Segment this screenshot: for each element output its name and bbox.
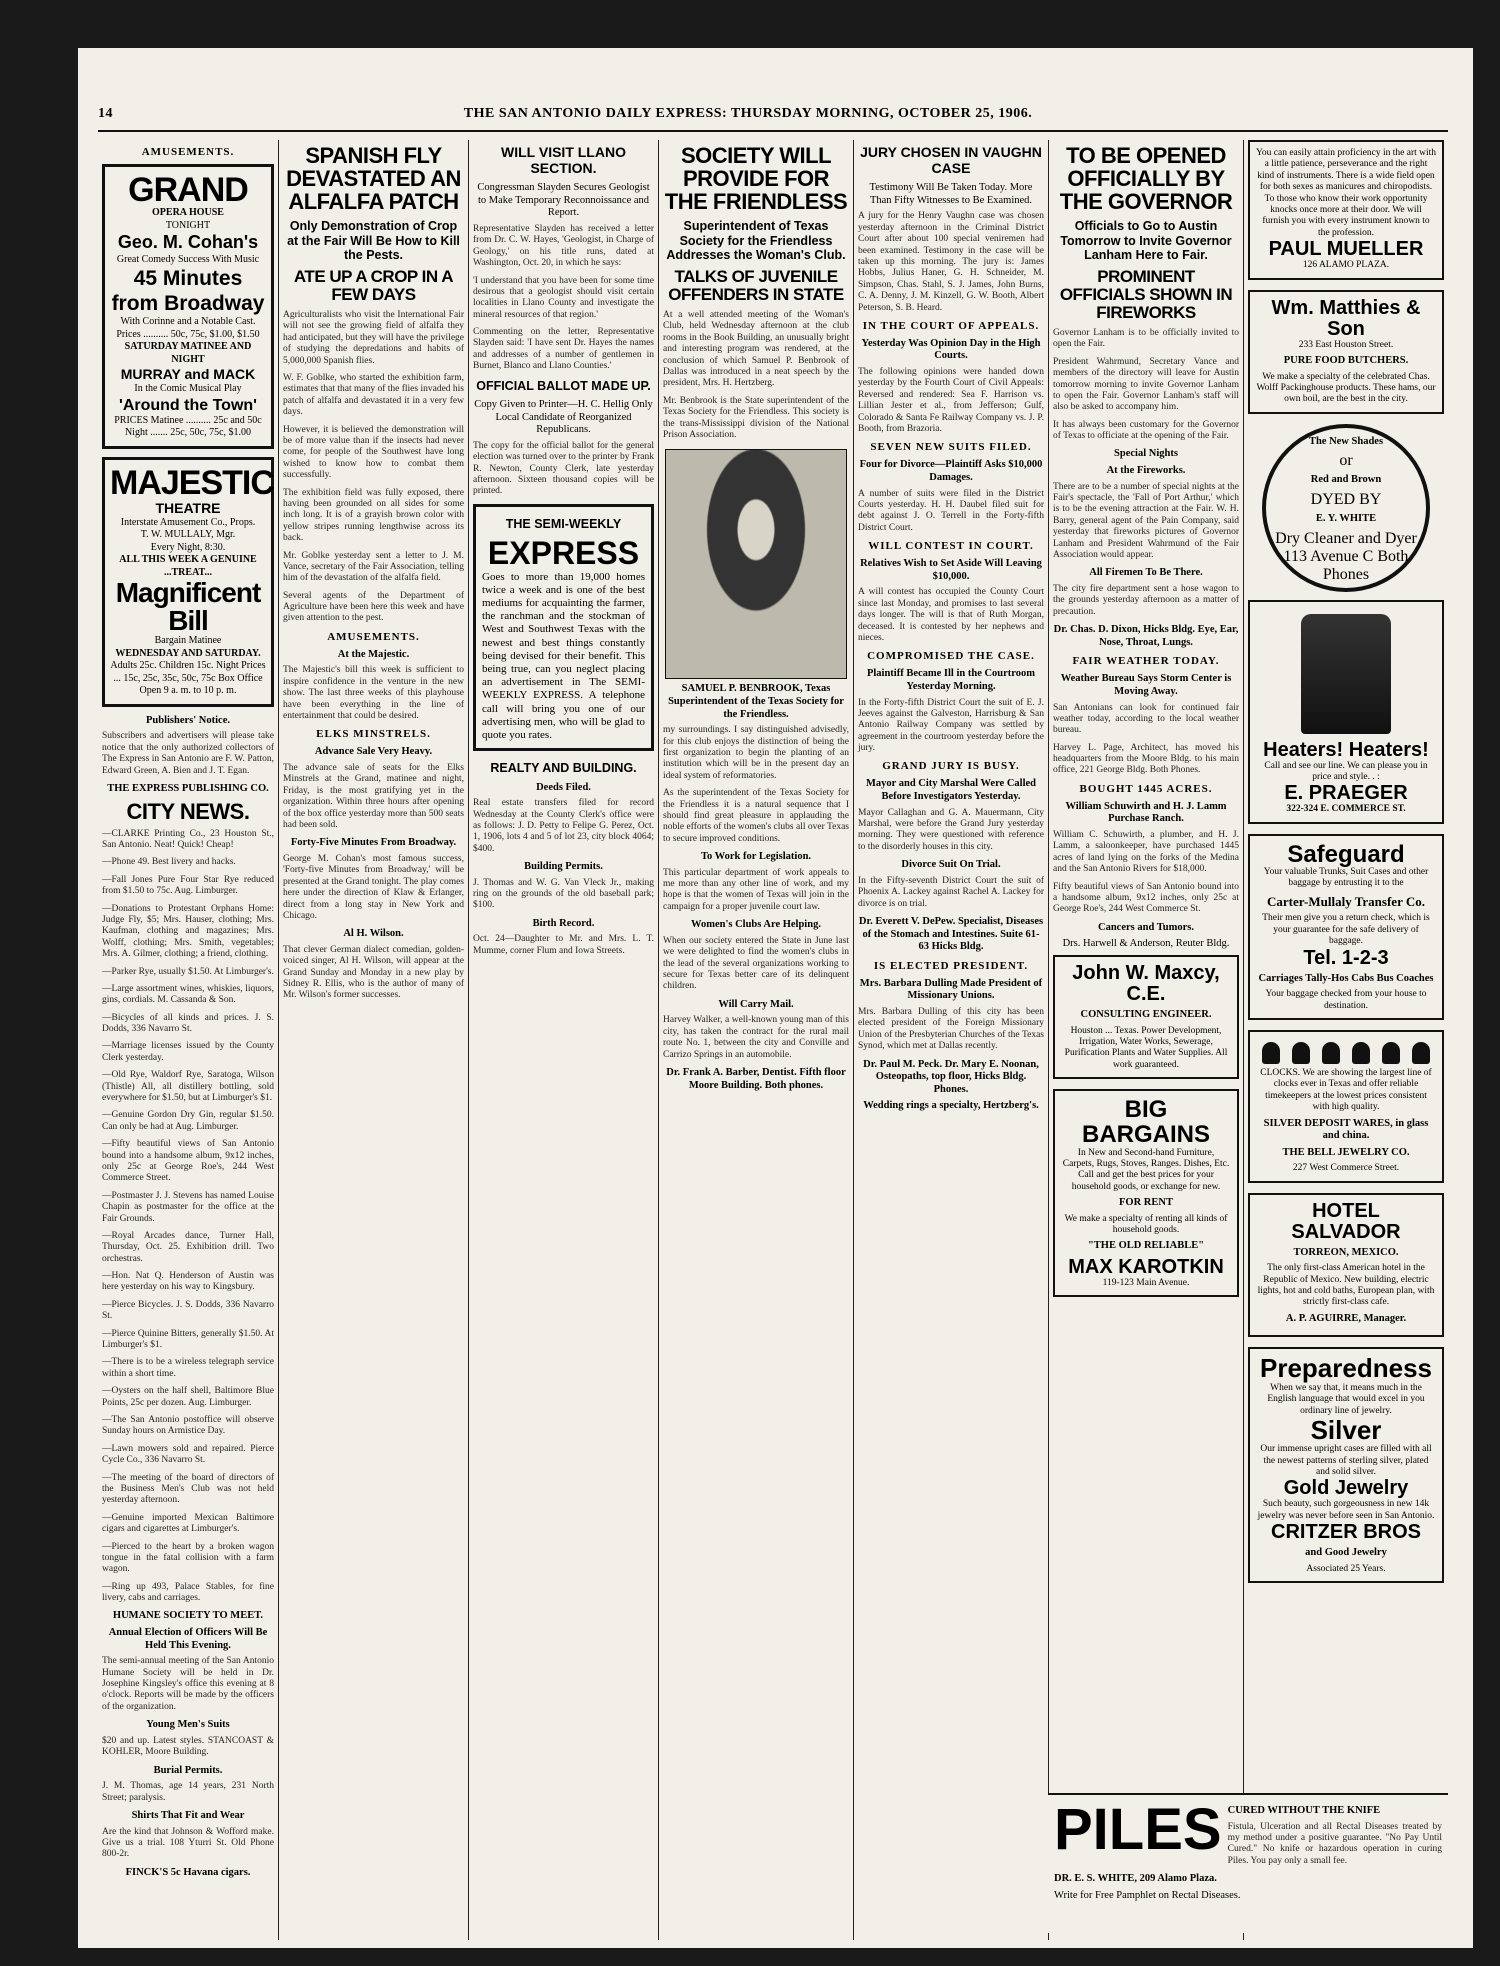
cancers-title: Cancers and Tumors. — [1098, 921, 1194, 933]
karotkin-address: 119-123 Main Avenue. — [1102, 1278, 1190, 1289]
ballot-deck: Copy Given to Printer—H. C. Hellig Only Local Candidate of Reorganized Republicans. — [474, 399, 653, 436]
realty-headline: REALTY AND BUILDING. — [490, 761, 637, 776]
depew-card: Dr. Everett V. DePew. Specialist, Diseases of the Stomach and Intestines. Suite 61-63 Hicks Bldg. — [858, 915, 1044, 953]
city-news-item: —Marriage licenses issued by the County Clerk yesterday. — [102, 1041, 274, 1063]
llano-deck: Congressman Slayden Secures Geologist to Make Temporary Reconnoissance and Report. — [477, 182, 650, 219]
salvador-text: The only first-class American hotel in the Republic of Mexico. New building, electric lights, hot and cold baths, European plan, with strictly first-class cafe. — [1257, 1263, 1435, 1308]
city-news-item: —Donations to Protestant Orphans Home: Judge Fly, $5; Mrs. Hauser, clothing; Mrs. Kaufman, clothing and magazines; Mrs. Wolff, clothing; Mrs. Smith, vegetables; Mrs. A. Gilmer, clothing; a friend, clothing. — [102, 903, 274, 960]
compromise-text: In the Forty-fifth District Court the suit of E. J. Jeeves against the Galveston, Harrisburg & San Antonio Railway Company was settled by agreement in the courtroom yesterday before the jury. — [858, 697, 1044, 754]
bell-wares: SILVER DEPOSIT WARES, in glass and china. — [1263, 1117, 1429, 1142]
compromise-title: COMPROMISED THE CASE. — [867, 650, 1035, 663]
vaughn-headline: JURY CHOSEN IN VAUGHN CASE — [860, 144, 1042, 177]
safeguard-text2: Their men give you a return check, which is your guarantee for the safe delivery of baggage. — [1262, 913, 1430, 947]
safeguard-text: Your valuable Trunks, Suit Cases and other baggage by entrusting it to the — [1263, 867, 1429, 889]
grand-act: MURRAY and MACK — [120, 366, 256, 383]
matthies-tagline: PURE FOOD BUTCHERS. — [1283, 354, 1409, 366]
karotkin-ad — [1053, 1089, 1239, 1297]
deeds-title: Deeds Filed. — [536, 781, 591, 793]
matthies-name: Wm. Matthies & Son — [1271, 296, 1421, 340]
bell-icon — [1262, 1042, 1280, 1064]
mail-title: Will Carry Mail. — [718, 998, 794, 1010]
suits-text: A number of suits were filed in the District Courts yesterday. H. H. Daubel filed suit for debt against J. O. Terrell in the Forty-fifth District Court. — [858, 488, 1044, 533]
city-news-item: —Genuine imported Mexican Baltimore cigars and cigarettes at Limburger's. — [102, 1512, 274, 1535]
article-paragraph: W. F. Goblke, who started the exhibition farm, estimates that that many of the flies invaded his patch of alfalfa and devastated it in a very few days. — [283, 373, 464, 418]
bell-icons — [1256, 1042, 1436, 1064]
spanish-fly-headline: SPANISH FLY DEVASTATED AN ALFALFA PATCH — [286, 143, 461, 215]
humane-subtitle: Annual Election of Officers Will Be Held This Evening. — [108, 1627, 268, 1651]
preparedness-title: Preparedness — [1260, 1353, 1432, 1384]
dixon-card: Dr. Chas. D. Dixon, Hicks Bldg. Eye, Ear, Nose, Throat, Lungs. — [1053, 624, 1239, 648]
page-architect-text: Harvey L. Page, Architect, has moved his headquarters from the Moore Bldg. to his main office, 221 George Bldg. Both Phones. — [1053, 742, 1239, 776]
grand-cast: With Corinne and a Notable Cast. — [120, 316, 256, 328]
city-news-item: —Large assortment wines, whiskies, liquors, gins, cordials. M. Cassanda & Son. — [102, 983, 274, 1006]
compromise-sub: Plaintiff Became Ill in the Courtroom Yesterday Morning. — [866, 668, 1036, 692]
grand-success: Great Comedy Success With Music — [116, 253, 260, 265]
express-ad-title: THE SEMI-WEEKLY — [505, 516, 622, 531]
col5-footer: Wedding rings a specialty, Hertzberg's. — [863, 1100, 1039, 1112]
express-ad-name: EXPRESS — [487, 535, 640, 572]
divorce-text: In the Fifty-seventh District Court the suit of Phoenix A. Lackey against Rachel A. Lackey for divorce is on trial. — [858, 875, 1044, 909]
weather-text: San Antonians can look for continued fair weather today, according to the local weather bureau. — [1053, 702, 1239, 736]
cancers-text: Drs. Harwell & Anderson, Reuter Bldg. — [1062, 938, 1230, 950]
mueller-ad — [1248, 140, 1444, 280]
city-news-item: —Fifty beautiful views of San Antonio bound into a handsome album, 9x12 inches, only 25c at George Roe's, 244 West Commerce Street. — [102, 1139, 274, 1184]
white-line2: or — [1339, 452, 1353, 470]
praeger-name: E. PRAEGER — [1284, 782, 1408, 805]
city-news-item: —There is to be a wireless telegraph service within a short time. — [102, 1357, 274, 1379]
contest-text: A will contest has occupied the County Court since last Monday, and promises to last several days longer. The will is that of Ruth Morgan, deceased. It is contested by her nephews and nieces. — [858, 587, 1044, 643]
grand-prices2: PRICES Matinee .......... 25c and 50c Night ....... 25c, 50c, 75c, $1.00 — [114, 414, 262, 439]
grand-star: Geo. M. Cohan's — [117, 232, 259, 252]
white-dyer-ad — [1262, 424, 1430, 592]
mueller-text: You can easily attain proficiency in the art with a little patience, perseverance and the right kind of instruments. There is a wide field open for both sexes as manicures and chiropodists. To those who know their work opportunity knocks once more at their door. We will furnish you with every instrument known to the profession. — [1256, 148, 1437, 238]
column-2 — [278, 140, 468, 1940]
article-paragraph: The exhibition field was fully exposed, there having been grounded on all sides for some inch long. It is of a grayish brown color with yellow stripes running lengthwise across its back. — [283, 487, 464, 544]
ate-crop-headline: ATE UP A CROP IN A FEW DAYS — [293, 267, 454, 305]
piles-ad — [1048, 1793, 1448, 1933]
city-news-item: —Oysters on the half shell, Baltimore Blue Points, 25c per dozen. Aug. Limburger. — [102, 1386, 274, 1408]
carter-footer: Your baggage checked from your house to destination. — [1265, 989, 1427, 1011]
article-paragraph: However, it is believed the demonstration will be of more value than if the insects had never come, for people of the Southwest have long wished to know how to combat them successfully. — [283, 424, 464, 481]
weather-title: FAIR WEATHER TODAY. — [1072, 655, 1220, 668]
matthies-ad — [1248, 290, 1444, 414]
forty-five-text: George M. Cohan's most famous success, 'Forty-five Minutes from Broadway,' will be presented at the Grand tonight. The play comes here under the direction of Klaw & Erlanger, direct from a long stay in New York and Chicago. — [283, 853, 464, 921]
ad-text: Are the kind that Johnson & Wofford make. Give us a trial. 108 Yturri St. Old Phone 800-2r. — [102, 1826, 274, 1860]
majestic-theatre: THEATRE — [155, 499, 221, 516]
firemen-title: All Firemen To Be There. — [1089, 567, 1203, 579]
mueller-name: PAUL MUELLER — [1268, 238, 1424, 261]
majestic-heading: At the Majestic. — [337, 648, 410, 660]
article-paragraph: Commenting on the letter, Representative Slayden said: 'I have sent Dr. Hayes the names and addresses of a number of gentlemen in Burnet, Blanco and Llano Counties.' — [473, 327, 654, 372]
column-7 — [1243, 140, 1448, 1940]
carter-services: Carriages Tally-Hos Cabs Bus Coaches — [1258, 972, 1434, 984]
suits-sub: Four for Divorce—Plaintiff Asks $10,000 Damages. — [859, 459, 1043, 484]
article-paragraph: It has always been customary for the Governor of Texas to officiate at the opening of the Fair. — [1053, 419, 1239, 442]
grand-play: 45 Minutes from Broadway — [111, 267, 265, 316]
bell-icon — [1382, 1042, 1400, 1064]
barber-card: Dr. Frank A. Barber, Dentist. Fifth floor Moore Building. Both phones. — [666, 1066, 846, 1091]
city-news-item: —Pierce Quinine Bitters, generally $1.50. At Limburger's $1. — [102, 1328, 274, 1351]
ad-title: Burial Permits. — [153, 1764, 223, 1776]
permits-title: Building Permits. — [524, 861, 603, 873]
juvenile-headline: TALKS OF JUVENILE OFFENDERS IN STATE — [668, 267, 844, 305]
grand-opera-house: OPERA HOUSE — [152, 207, 224, 218]
ballot-body: The copy for the official ballot for the general election was turned over to the printer by Frank R. Newton, County Clerk, late yesterday afternoon. Sixteen thousand copies will be printed. — [473, 440, 654, 497]
masthead-title: THE SAN ANTONIO DAILY EXPRESS: THURSDAY MORNING, OCTOBER 25, 1906. — [463, 106, 1033, 121]
peck-card: Dr. Paul M. Peck. Dr. Mary E. Noonan, Osteopaths, top floor, Hicks Bldg. Phones. — [863, 1058, 1039, 1095]
salvador-city: TORREON, MEXICO. — [1293, 1246, 1399, 1258]
bell-icon — [1322, 1042, 1340, 1064]
carter-phone: Tel. 1-2-3 — [1303, 946, 1389, 969]
city-news-item: —Bicycles of all kinds and prices. J. S. Dodds, 336 Navarro St. — [102, 1012, 274, 1035]
city-news-item: —Royal Arcades dance, Turner Hall, Thursday, Oct. 25. Exhibition drill. Two orchestras. — [102, 1230, 274, 1264]
vaughn-deck: Testimony Will Be Taken Today. More Than Fifty Witnesses to Be Examined. — [869, 182, 1033, 206]
special-sub: At the Fireworks. — [1106, 465, 1186, 477]
column-3 — [468, 140, 658, 1940]
matthies-text: We make a specialty of the celebrated Chas. Wolff Packinghouse products. These hams, our own boil, are the best in the city. — [1256, 371, 1436, 405]
majestic-mgr: T. W. MULLALY, Mgr. — [140, 529, 236, 541]
article-paragraph: President Wahrmund, Secretary Vance and members of the directory will leave for Austin tomorrow morning to invite Governor Lanham to open the Fair. Governor Lanham's staff will also be asked to accompany him. — [1053, 356, 1239, 413]
society-deck: Superintendent of Texas Society for the Friendless Addresses the Woman's Club. — [666, 219, 846, 263]
critzer-text3: Such beauty, such gorgeousness in new 14k jewelry was never before seen in San Antonio. — [1257, 1499, 1435, 1521]
white-line1: The New Shades — [1308, 435, 1384, 447]
benbrook-portrait — [665, 449, 847, 679]
white-name: E. Y. WHITE — [1315, 512, 1377, 524]
piles-word: PILES — [1054, 1797, 1222, 1862]
amusements-section: AMUSEMENTS. — [141, 146, 235, 158]
city-news-item: —Hon. Nat Q. Henderson of Austin was here yesterday on his way to Kingsbury. — [102, 1271, 274, 1293]
deeds-text: Real estate transfers filed for record Wednesday at the County Clerk's office were as follows: J. D. Petty to Felipe G. Perez, Oct. 1, 1906, lots 4 and 5 of lot 23, city block 4064; $400. — [473, 798, 654, 854]
city-news-item: —Ring up 493, Palace Stables, for fine livery, cabs and carriages. — [102, 1581, 274, 1604]
critzer-footer: Associated 25 Years. — [1306, 1563, 1386, 1574]
elks-sub: Advance Sale Very Heavy. — [314, 746, 433, 758]
city-news-item: —Fall Jones Pure Four Star Rye reduced from $1.50 to 75c. Aug. Limburger. — [102, 874, 274, 897]
views-text: Fifty beautiful views of San Antonio bound into a handsome album, 9x12 inches, only 25c at George Roe's, 244 West Commerce St. — [1053, 881, 1239, 915]
praeger-headline: Heaters! Heaters! — [1263, 738, 1429, 761]
wilson-title: Al H. Wilson. — [343, 928, 404, 940]
carter-name: Carter-Mullaly Transfer Co. — [1266, 893, 1425, 909]
maxcy-name: John W. Maxcy, C.E. — [1072, 961, 1220, 1005]
elks-title: ELKS MINSTRELS. — [316, 728, 431, 741]
bell-icon — [1412, 1042, 1430, 1064]
article-paragraph: Mr. Goblke yesterday sent a letter to J. M. Vance, secretary of the Fair Association, telling him of the devastation of the alfalfa field. — [283, 550, 464, 584]
majestic-prices: Adults 25c. Children 15c. Night Prices ... 15c, 25c, 35c, 50c, 75c Box Office Open 9 a. m. to 10 p. m. — [110, 660, 266, 697]
grand-jury-text: Mayor Callaghan and G. A. Mauermann, City Marshal, were before the Grand Jury yesterday morning. They were questioned with reference to the disorderly houses in this city. — [858, 807, 1044, 852]
humane-text: The semi-annual meeting of the San Antonio Humane Society will be held in Dr. Josephine Kingsley's office this evening at 8 o'clock. Reports will be made by the officers of the organization. — [102, 1656, 274, 1712]
matthies-address: 233 East Houston Street. — [1298, 339, 1394, 350]
forty-five-title: Forty-Five Minutes From Broadway. — [290, 837, 457, 849]
article-paragraph: Mr. Benbrook is the State superintendent of the Texas Society for the Friendless. This society is the trans-Mississippi division of the National Prison Association. — [663, 395, 849, 440]
llano-headline: WILL VISIT LLANO SECTION. — [501, 144, 626, 177]
white-line6: 113 Avenue C Both Phones — [1283, 547, 1409, 583]
grand-jury-sub: Mayor and City Marshal Were Called Before Investigators Yesterday. — [865, 778, 1037, 803]
rent-text: We make a specialty of renting all kinds of household goods. — [1064, 1213, 1228, 1236]
gold-title: Gold Jewelry — [1283, 1477, 1409, 1500]
ad-title: Shirts That Fit and Wear — [131, 1809, 245, 1821]
salvador-manager: A. P. AGUIRRE, Manager. — [1285, 1312, 1407, 1324]
contest-title: WILL CONTEST IN COURT. — [868, 540, 1034, 553]
article-paragraph: Agriculturalists who visit the International Fair will not see the growing field of alfalfa they had anticipated, but they will have the privilege of studying the depredations and habits of 5,000,000 Spanish flies. — [283, 310, 464, 366]
wilson-text: That clever German dialect comedian, golden-voiced singer, Al H. Wilson, will appear at the Grand Sunday and Monday in a new play by Sidney R. Ellis, who is the author of many of Mr. Wilson's former successes. — [283, 944, 464, 1001]
governor-deck: Officials to Go to Austin Tomorrow to Invite Governor Lanham Here to Fair. — [1060, 219, 1232, 263]
bell-jewelry-ad — [1248, 1030, 1444, 1183]
stove-icon — [1301, 614, 1391, 734]
city-news-item: —Genuine Gordon Dry Gin, regular $1.50. Can only be had at Aug. Limburger. — [102, 1110, 274, 1132]
majestic-bill: Magnificent Bill — [115, 577, 261, 637]
grand-opera-ad — [102, 164, 274, 449]
bell-icon — [1292, 1042, 1310, 1064]
city-news-item: —Postmaster J. J. Stevens has named Louise Chapin as postmaster for the office at the Fair Grounds. — [102, 1190, 274, 1224]
critzer-text: When we say that, it means much in the English language that would excel in you ordinary line of jewelry. — [1267, 1382, 1425, 1416]
article-paragraph: Representative Slayden has received a letter from Dr. C. W. Hayes, 'Geologist, in Charge of Geology,' on his title runs, dated at Washington, Oct. 20, in which he says: — [473, 223, 654, 269]
majestic-days: WEDNESDAY AND SATURDAY. — [115, 647, 261, 659]
ranch-title: BOUGHT 1445 ACRES. — [1079, 782, 1213, 795]
semi-weekly-express-ad — [473, 504, 654, 751]
piles-title: CURED WITHOUT THE KNIFE — [1227, 1805, 1381, 1816]
city-news-item: —Phone 49. Best livery and hacks. — [102, 857, 236, 868]
critzer-ad — [1248, 1347, 1444, 1583]
karotkin-name: MAX KAROTKIN — [1068, 1256, 1224, 1279]
city-news-item: —The San Antonio postoffice will observe Sunday hours on Armistice Day. — [102, 1415, 274, 1437]
maxcy-ad — [1053, 955, 1239, 1079]
column-4 — [658, 140, 853, 1940]
majestic-company: Interstate Amusement Co., Props. — [120, 516, 256, 528]
piles-footer: Write for Free Pamphlet on Rectal Diseases. — [1054, 1889, 1241, 1901]
appeals-title: IN THE COURT OF APPEALS. — [862, 319, 1040, 332]
society-headline: SOCIETY WILL PROVIDE FOR THE FRIENDLESS — [664, 143, 848, 215]
maxcy-text: Houston ... Texas. Power Development, Irrigation, Water Works, Sewerage, Purification Plants and Water Supplies. All work guaranteed. — [1064, 1025, 1228, 1070]
column-5 — [853, 140, 1048, 1940]
governor-headline: TO BE OPENED OFFICIALLY BY THE GOVERNOR — [1059, 143, 1233, 215]
amusements-title: AMUSEMENTS. — [327, 630, 420, 643]
bell-address: 227 West Commerce Street. — [1292, 1163, 1400, 1174]
express-ad-text: Goes to more than 19,000 homes twice a week and is one of the best mediums for acquainting the farmer, the ranchman and the stockman of West and Southwest Texas with the newest and best things constantly being devised for their benefit. This being true, can you neglect placing an advertisement in The SEMI-WEEKLY EXPRESS. A telephone call will bring you one of our advertising men, who will be glad to quote you rates. — [482, 570, 645, 741]
special-text: There are to be a number of special nights at the Fair's spectacle, the 'Fall of Port Arthur,' which is to be the evening attraction at the Fair. W. H. Barry, general agent of the Pain Company, said yesterday that fireworks pictures of Governor Lanham and President Wahrmund of the Fair Association would appear. — [1053, 481, 1239, 560]
clubs-title: Women's Clubs Are Helping. — [691, 919, 821, 931]
ad-text: $20 and up. Latest styles. STANCOAST & KOHLER, Moore Building. — [102, 1735, 274, 1758]
safeguard-title: Safeguard — [1287, 840, 1405, 868]
bargains-text: In New and Second-hand Furniture, Carpets, Rugs, Stoves, Ranges. Dishes, Etc. Call and get the best prices for your household goods, or exchange for new. — [1062, 1147, 1230, 1192]
article-paragraph: At a well attended meeting of the Woman's Club, held Wednesday afternoon at the club rooms in the Book Building, an unusually bright and interesting program was rendered, at the conclusion of which Samuel P. Benbrook of Dallas was introduced in a neat speech by the president, Mrs. H. Hertzberg. — [663, 310, 849, 389]
column-6 — [1048, 140, 1243, 1940]
majestic-bargain: Bargain Matinee — [154, 635, 222, 647]
grand-name: GRAND — [128, 171, 248, 209]
work-title: To Work for Legislation. — [700, 851, 812, 863]
publishers-notice-text: Subscribers and advertisers will please take notice that the only authorized collectors of The Express in San Antonio are F. W. Patton, Edward Green, A. Bien and J. T. Egan. — [102, 731, 274, 776]
maxcy-title: CONSULTING ENGINEER. — [1080, 1008, 1212, 1020]
col1-footer: FINCK'S 5c Havana cigars. — [125, 1866, 251, 1878]
salvador-name: HOTEL SALVADOR — [1291, 1199, 1401, 1243]
grand-play2: 'Around the Town' — [119, 396, 257, 414]
divorce-title: Divorce Suit On Trial. — [901, 859, 1001, 871]
critzer-text2: Our immense upright cases are filled with all the newest patterns of sterling silver, plated and solid silver. — [1260, 1444, 1432, 1477]
firemen-text: The city fire department sent a hose wagon to the grounds yesterday afternoon as a matter of precaution. — [1053, 583, 1239, 617]
vaughn-body: A jury for the Henry Vaughn case was chosen yesterday afternoon in the Criminal District Court after about 100 special veniremen had been examined. Testimony in the case will be taken up this morning. The jury is: James Hobbs, Julius Haner, G. H. Schneider, M. Simpson, Chas. Stahl, S. J. James, John Burns, C. A. Denny, J. M. Kinzell, G. W. Booth, Albert Peterson, S. B. Heard. — [858, 211, 1044, 313]
old-reliable: "THE OLD RELIABLE" — [1087, 1240, 1205, 1252]
ranch-sub: William Schuwirth and H. J. Lamm Purchase Ranch. — [1065, 800, 1227, 825]
bargains-title: BIG BARGAINS — [1081, 1096, 1210, 1149]
ad-title: Young Men's Suits — [146, 1719, 230, 1731]
white-line4: DYED BY — [1310, 490, 1382, 508]
majestic-ad — [102, 457, 274, 707]
ballot-headline: OFFICIAL BALLOT MADE UP. — [476, 378, 651, 393]
article-paragraph: my surroundings. I say distinguished advisedly, for this club enjoys the distinction of being the first organization to begin the planting of an institution which will be in the present day an ideal system of reformatories. — [663, 725, 849, 781]
city-news-item: —Pierce Bicycles. J. S. Dodds, 336 Navarro St. — [102, 1299, 274, 1322]
president-sub: Mrs. Barbara Dulling Made President of Missionary Unions. — [859, 977, 1043, 1002]
mueller-address: 126 ALAMO PLAZA. — [1302, 260, 1390, 271]
bell-name: THE BELL JEWELRY CO. — [1282, 1146, 1410, 1158]
bell-text: CLOCKS. We are showing the largest line of clocks ever in Texas and offer reliable timekeepers at the lowest prices consistent with high quality. — [1260, 1067, 1432, 1113]
weather-sub: Weather Bureau Says Storm Center is Moving Away. — [1060, 673, 1232, 697]
elks-text: The advance sale of seats for the Elks Minstrels at the Grand, matinee and night, Friday, is the most gratifying yet in the organization. Within three hours after opening of the box office yesterday more than 500 seats had been sold. — [283, 763, 464, 830]
column-1 — [98, 140, 278, 1940]
article-paragraph: 'I understand that you have been for some time desirous that a geologist should visit certain localities in Llano County and investigate the mineral resources of that region.' — [473, 275, 654, 320]
masthead — [98, 106, 1448, 128]
critzer-tagline: and Good Jewelry — [1305, 1547, 1387, 1559]
grand-jury-title: GRAND JURY IS BUSY. — [882, 760, 1020, 773]
majestic-name: MAJESTIC — [110, 463, 274, 502]
white-line3: Red and Brown — [1310, 474, 1382, 486]
silver-title: Silver — [1310, 1414, 1382, 1445]
rent-title: FOR RENT — [1119, 1197, 1173, 1209]
permits-text: J. Thomas and W. G. Van Vleck Jr., making ring on the grounds of the old baseball park; $100. — [473, 877, 654, 911]
ad-text: J. M. Thomas, age 14 years, 231 North Street; paralysis. — [102, 1781, 274, 1803]
ranch-text: William C. Schuwirth, a plumber, and H. J. Lamm, a saloonkeeper, have purchased 1445 acres of land lying on the forks of the Medina and the San Antonio Rivers for $18,000. — [1053, 830, 1239, 875]
page-number: 14 — [98, 106, 113, 121]
grand-prices: Prices .......... 50c, 75c, $1.00, $1.50 — [116, 328, 260, 340]
praeger-text: Call and see our line. We can please you in price and style. . : — [1264, 760, 1428, 783]
piles-doctor: DR. E. S. WHITE, 209 Alamo Plaza. — [1054, 1873, 1217, 1885]
city-news-item: —CLARKE Printing Co., 23 Houston St., San Antonio. Neat! Quick! Cheap! — [102, 828, 274, 850]
carter-mullaly-ad — [1248, 834, 1444, 1020]
fireworks-headline: PROMINENT OFFICIALS SHOWN IN FIREWORKS — [1059, 267, 1233, 323]
article-paragraph: As the superintendent of the Texas Society for the Friendless it is a natural sequence that I should find great pleasure in applauding the noble efforts of the women's clubs all over Texas to secure improved conditions. — [663, 788, 849, 844]
work-text: This particular department of work appeals to me more than any other line of work, and my hope is that the women of Texas will join in the campaign for a proper juvenile court law. — [663, 867, 849, 912]
critzer-name: CRITZER BROS — [1271, 1521, 1421, 1544]
newspaper-page — [78, 48, 1473, 1948]
clubs-text: When our society entered the State in June last we were delighted to find the women's clubs in the lead of the several organizations working to secure for Texas better care of its delinquent children. — [663, 935, 849, 992]
publishers-notice-title: Publishers' Notice. — [146, 714, 230, 726]
city-news-title: CITY NEWS. — [126, 798, 250, 824]
city-news-item: —Parker Rye, usually $1.50. At Limburger's. — [102, 966, 274, 977]
birth-text: Oct. 24—Daughter to Mr. and Mrs. L. T. Mumme, corner Flum and Iowa Streets. — [473, 934, 654, 956]
president-text: Mrs. Barbara Dulling of this city has been elected president of the Foreign Missionary Union of the Presbyterian Churches of the Texas Synod, which met at Dallas recently. — [858, 1006, 1044, 1052]
article-paragraph: Governor Lanham is to be officially invited to open the Fair. — [1053, 327, 1239, 350]
appeals-sub: Yesterday Was Opinion Day in the High Courts. — [861, 337, 1041, 362]
white-line5: Dry Cleaner and Dyer — [1275, 529, 1417, 547]
publishers-notice-signature: THE EXPRESS PUBLISHING CO. — [107, 782, 269, 794]
birth-title: Birth Record. — [532, 917, 595, 929]
mail-text: Harvey Walker, a well-known young man of this city, has taken the contract for the rural mail route No. 1, between the city and Conville and Carrizo Springs in an automobile. — [663, 1015, 849, 1060]
majestic-week: ALL THIS WEEK A GENUINE ...TREAT... — [119, 554, 257, 578]
praeger-ad — [1248, 600, 1444, 824]
city-news-item: —Old Rye, Waldorf Rye, Saratoga, Wilson (Thistle) All, all distillery bottling, sold everywhere for $1.50, but at Limburger's $1. — [102, 1070, 274, 1104]
piles-text: Fistula, Ulceration and all Rectal Diseases treated by my method under a positive guarantee. "No Pay Until Cured." No knife or hazardous operation in curing Piles. You pay only a small fee. — [1227, 1821, 1442, 1866]
spanish-fly-deck: Only Demonstration of Crop at the Fair Will Be How to Kill the Pests. — [287, 219, 460, 263]
grand-tonight: TONIGHT — [165, 219, 211, 231]
masthead-rule — [98, 130, 1448, 132]
majestic-text: The Majestic's bill this week is sufficient to inspire confidence in the venture in the new show. The last three weeks of this playhouse have been everything in the line of entertainment that could be desired. — [283, 665, 464, 722]
city-news-item: —The meeting of the board of directors of the Business Men's Club was not held yesterday afternoon. — [102, 1472, 274, 1506]
salvador-ad — [1248, 1193, 1444, 1338]
grand-in-play: In the Comic Musical Play — [134, 383, 242, 395]
city-news-item: —Pierced to the heart by a broken wagon tongue in the fatal collision with a farm wagon. — [102, 1541, 274, 1575]
article-paragraph: Several agents of the Department of Agriculture have been here this week and have given attention to the pest. — [283, 590, 464, 624]
grand-saturday: SATURDAY MATINEE AND NIGHT — [124, 341, 252, 365]
contest-sub: Relatives Wish to Set Aside Will Leaving $10,000. — [860, 558, 1042, 582]
special-title: Special Nights — [1114, 448, 1178, 460]
majestic-every-night: Every Night, 8:30. — [150, 541, 226, 553]
president-title: IS ELECTED PRESIDENT. — [873, 959, 1029, 972]
humane-title: HUMANE SOCIETY TO MEET. — [112, 1610, 264, 1622]
praeger-address: 322-324 E. COMMERCE ST. — [1286, 804, 1406, 815]
appeals-text: The following opinions were handed down yesterday by the Fourth Court of Civil Appeals: Reversed and rendered: Sea F. Harrison vs. Lillian Jester et al., from Jefferson; Gulf, Colorado & Santa Fe Railway Company vs. J. P. Booth, from Brazoria. — [858, 367, 1044, 435]
city-news-item: —Lawn mowers sold and repaired. Pierce Cycle Co., 336 Navarro St. — [102, 1443, 274, 1466]
suits-title: SEVEN NEW SUITS FILED. — [870, 441, 1032, 454]
portrait-caption: SAMUEL P. BENBROOK, Texas Superintendent of the Texas Society for the Friendless. — [668, 683, 844, 720]
bell-icon — [1352, 1042, 1370, 1064]
